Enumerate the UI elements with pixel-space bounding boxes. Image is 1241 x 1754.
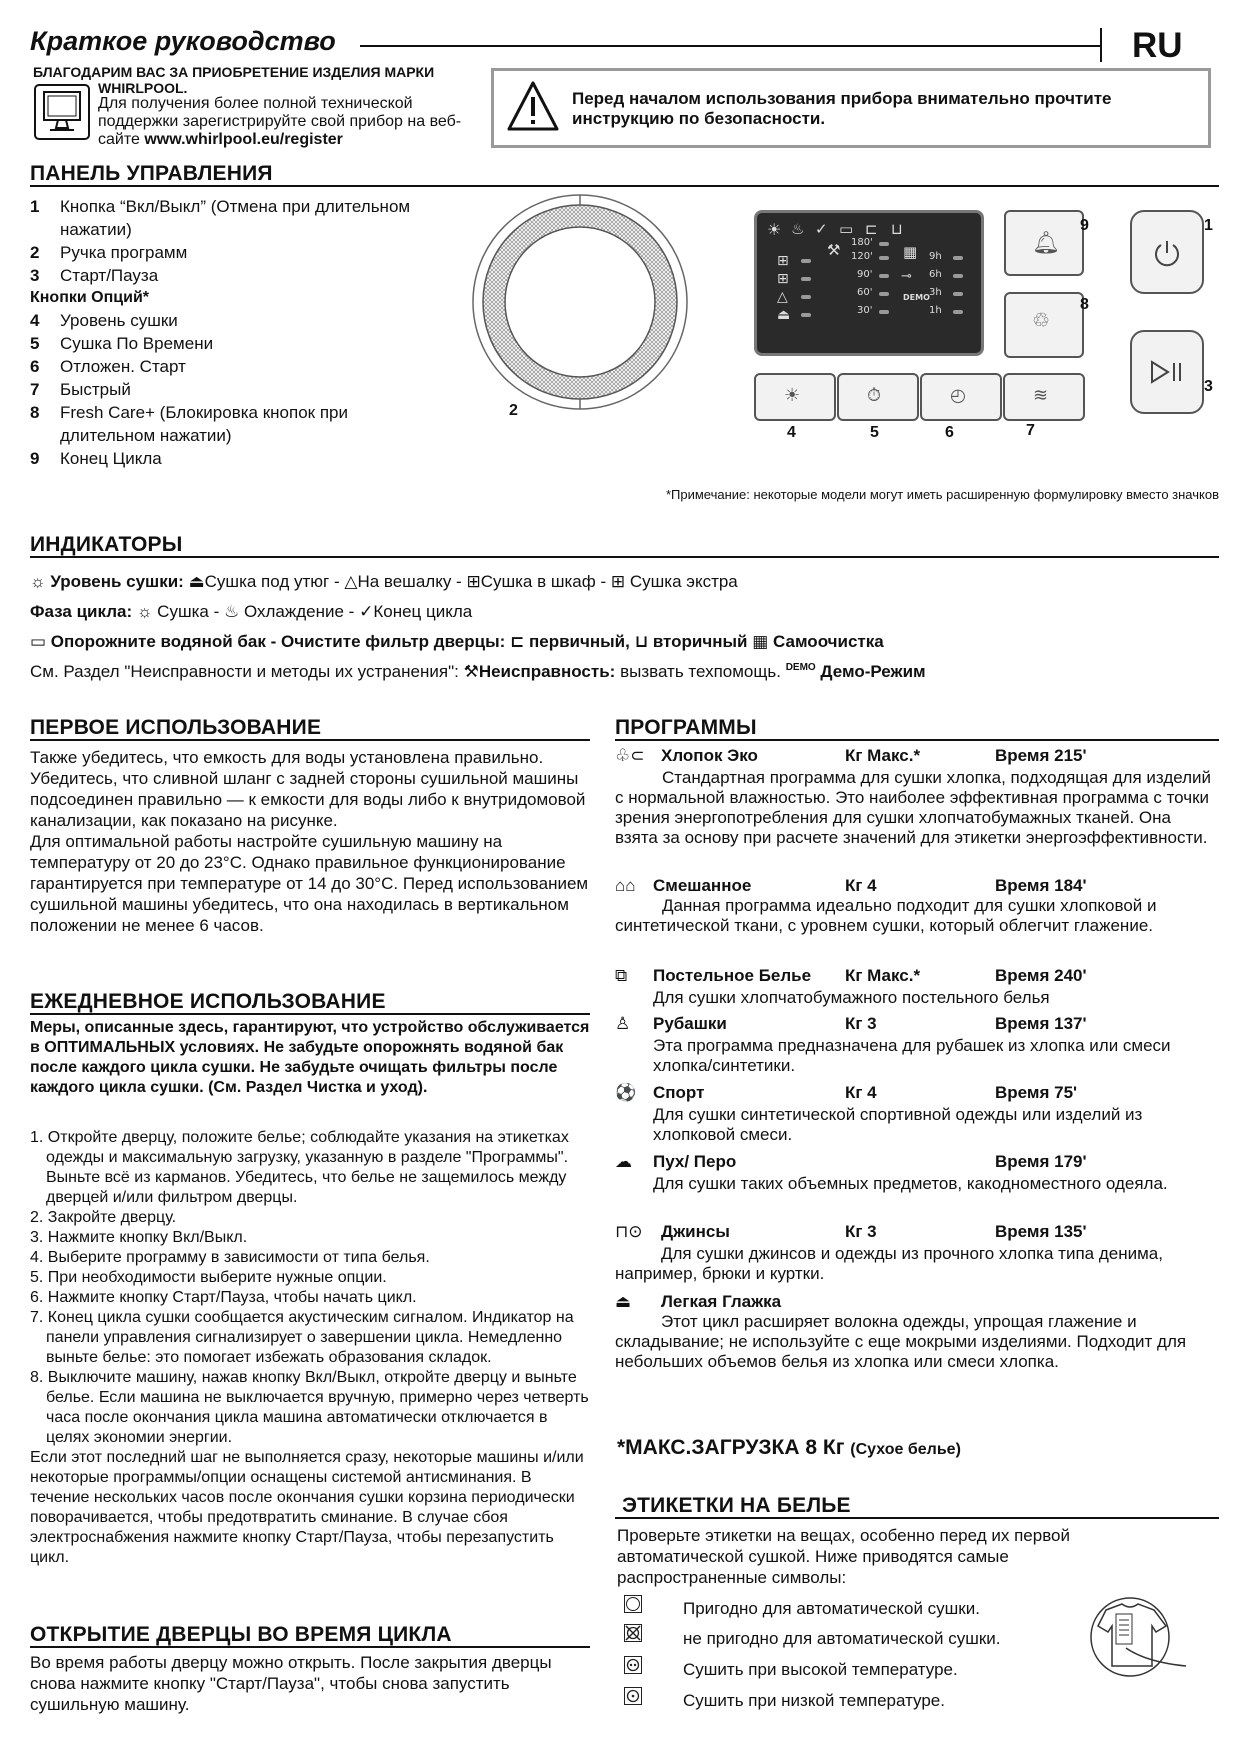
max-load <box>617 1436 961 1460</box>
fault-label: Неисправность: <box>478 662 616 681</box>
item-number: 3 <box>30 266 40 285</box>
indicator-text: Сушка экстра <box>629 572 738 591</box>
program-easy-iron <box>615 1292 1215 1372</box>
labels-rule <box>615 1517 1219 1519</box>
item-number: 5 <box>30 334 40 353</box>
demo-badge: DEMO <box>785 662 816 673</box>
indicator-text: вторичный <box>652 632 748 651</box>
filter-secondary-icon: ⊔ <box>891 220 903 238</box>
list-item: 1. Откройте дверцу, положите белье; соблюдайте указания на этикетках одежды и максимальную загрузку, указанную в разделе "Программы". Выньте всё из карманов. Убедитесь, что белье не защемилось между дверцей и/или фильтром дверцы. <box>30 1129 569 1206</box>
cycle-phase-label: Фаза цикла: <box>30 602 133 621</box>
indicators-rule <box>30 556 1219 558</box>
program-desc: Для сушки джинсов и одежды из прочного хлопка типа денима, например, брюки и куртки. <box>615 1244 1163 1283</box>
list-item <box>30 378 470 401</box>
sun-icon: ☀ <box>767 220 782 239</box>
cupboard-icon: ⊞ <box>777 271 789 287</box>
program-name: Хлопок Эко <box>661 746 758 765</box>
end-cycle-icon: ✓ <box>359 602 374 621</box>
indicator-text: Сушка - <box>157 602 220 621</box>
daily-use-heading: ЕЖЕДНЕВНОЕ ИСПОЛЬЗОВАНИЕ <box>30 990 386 1013</box>
program-desc: Для сушки хлопчатобумажного постельного белья <box>653 988 1050 1007</box>
power-icon <box>1152 238 1182 268</box>
down-icon: ☁ <box>615 1152 632 1171</box>
filter-primary-icon: ⊏ <box>865 220 878 238</box>
page-title: Краткое руководство <box>30 26 336 56</box>
shirts-icon: ♙ <box>615 1014 631 1033</box>
list-item: 2. Закройте дверцу. <box>30 1209 177 1226</box>
door-open-text: Во время работы дверцу можно открыть. После закрытия дверцы снова нажмите кнопку "Старт/Пауза", чтобы снова запустить сушильную машину. <box>30 1653 552 1714</box>
fresh-care-button[interactable] <box>1004 292 1084 358</box>
timed-drying-icon: ⏱ <box>867 385 882 405</box>
program-bedding <box>615 966 1215 1008</box>
hanger-icon: △ <box>777 289 788 305</box>
item-label: Fresh Care+ (Блокировка кнопок при длительном нажатии) <box>60 403 348 445</box>
indicator-text: Опорожните водяной бак - Очистите фильтр дверцы: <box>50 632 506 651</box>
program-desc: Данная программа идеально подходит для сушки хлопковой и синтетической ткани, с уровнем сушки, который облегчит глажение. <box>615 896 1157 935</box>
program-desc: Для сушки таких объемных предметов, какодноместного одеяла. <box>653 1174 1168 1193</box>
item-label: Конец Цикла <box>60 449 162 468</box>
callout-4: 4 <box>787 424 796 441</box>
indicators-line-2 <box>30 602 472 622</box>
panel-note: *Примечание: некоторые модели могут иметь расширенную формулировку вместо значков <box>665 487 1219 502</box>
label-symbol-text: Сушить при низкой температуре. <box>683 1691 945 1710</box>
thanks-line-1: БЛАГОДАРИМ ВАС ЗА ПРИОБРЕТЕНИЕ ИЗДЕЛИЯ МАРКИ <box>33 64 435 80</box>
title-rule-tick <box>1100 28 1102 62</box>
callout-2: 2 <box>509 402 518 419</box>
iron-icon: ⏏ <box>777 307 791 323</box>
thanks-line-2: WHIRLPOOL. <box>98 80 188 96</box>
program-time: Время 215' <box>995 746 1087 765</box>
label-symbol-text: Сушить при высокой температуре. <box>683 1660 958 1679</box>
max-load-value: *МАКС.ЗАГРУЗКА 8 Кг <box>617 1436 845 1459</box>
callout-7: 7 <box>1026 422 1035 439</box>
delay-start-button[interactable] <box>920 373 1002 421</box>
led <box>879 274 889 278</box>
program-time: Время 137' <box>995 1014 1087 1033</box>
item-label: Ручка программ <box>60 243 188 262</box>
first-use-text: Также убедитесь, что емкость для воды установлена правильно. Убедитесь, что сливной шланг с задней стороны сушильной машины подсоединен правильно — к емкости для воды либо к внутридомовой канализации, как показано на рисунке. Для оптимальной работы настройте сушильную машину на температуру от 20 до 23°C. Однако правильное функционирование гарантируется при температуре от 14 до 30°C. Перед использованием сушильной машины убедитесь, что она находилась в вертикальном положении не менее 6 часов. <box>30 748 589 935</box>
program-name: Легкая Глажка <box>661 1292 782 1311</box>
daily-use-bold: Меры, описанные здесь, гарантируют, что устройство обслуживается в ОПТИМАЛЬНЫХ условиях. Не забудьте опорожнять водяной бак после каждого цикла сушки. Не забудьте очищать фильтры после каждого цикла сушки. (См. Раздел Чистка и уход). <box>30 1019 590 1096</box>
bell-icon: 🔔︎ <box>1032 230 1060 255</box>
list-item <box>30 195 470 241</box>
sport-icon: ⚽ <box>615 1083 637 1102</box>
iron-dry-icon: ⏏ <box>188 572 205 591</box>
indicator-text: Конец цикла <box>373 602 473 621</box>
fresh-care-icon: ♲ <box>1032 310 1050 332</box>
daily-use-tail: Если этот последний шаг не выполняется сразу, некоторые машины и/или некоторые программы/опции оснащены системой антисминания. В течение нескольких часов после окончания сушки корзина периодически поворачивается, чтобы предотвратить сминание. В случае сбоя электроснабжения нажмите кнопку Старт/Пауза, чтобы перезапустить цикл. <box>30 1449 584 1566</box>
quick-icon: ≋ <box>1033 385 1049 405</box>
label-symbol-text: Пригодно для автоматической сушки. <box>683 1599 980 1618</box>
program-time: Время 184' <box>995 876 1087 895</box>
list-item <box>30 401 470 447</box>
program-time: Время 135' <box>995 1222 1087 1241</box>
delay-start-icon: ◴ <box>950 385 966 405</box>
self-clean-icon: ▦ <box>752 632 769 651</box>
register-link[interactable]: www.whirlpool.eu/register <box>144 131 343 148</box>
list-item <box>30 241 470 264</box>
indicator-text: См. Раздел "Неисправности и методы их устранения": <box>30 662 459 681</box>
indicator-text: первичный, <box>528 632 630 651</box>
program-time: Время 240' <box>995 966 1087 985</box>
warning-icon <box>506 79 560 135</box>
extra-dry-icon: ⊞ <box>777 253 789 269</box>
program-name: Спорт <box>653 1083 705 1102</box>
item-number: 8 <box>30 403 40 422</box>
language-code: RU <box>1132 26 1183 65</box>
indicators-heading: ИНДИКАТОРЫ <box>30 533 183 556</box>
water-tank-icon: ▭ <box>839 220 854 238</box>
easy-iron-icon: ⏏ <box>615 1292 632 1311</box>
power-button[interactable] <box>1130 210 1204 294</box>
callout-8: 8 <box>1080 296 1089 313</box>
list-item <box>30 447 470 470</box>
program-name: Пух/ Перо <box>653 1152 737 1171</box>
time-180: 180' <box>851 237 873 248</box>
program-load: Кг Макс.* <box>845 746 921 765</box>
program-load: Кг 3 <box>845 1014 877 1033</box>
program-name: Постельное Белье <box>653 966 812 985</box>
indicator-text: Охлаждение - <box>243 602 355 621</box>
program-name: Рубашки <box>653 1014 727 1033</box>
first-use-heading: ПЕРВОЕ ИСПОЛЬЗОВАНИЕ <box>30 716 322 739</box>
item-number: 1 <box>30 197 40 216</box>
led <box>801 259 811 263</box>
list-item: 3. Нажмите кнопку Вкл/Выкл. <box>30 1229 248 1246</box>
program-desc: Этот цикл расширяет волокна одежды, упрощая глажение и складывание; не используйте с еще мокрыми изделиями. Подходит для небольших объемов белья из хлопка или смеси хлопка. <box>615 1312 1187 1371</box>
led <box>879 242 889 246</box>
list-item: 4. Выберите программу в зависимости от типа белья. <box>30 1249 430 1266</box>
safety-warning-text: Перед началом использования прибора внимательно прочтите инструкцию по безопасности. <box>572 89 1112 128</box>
demo-label: DEMO <box>903 293 930 302</box>
list-item: 5. При необходимости выберите нужные опции. <box>30 1269 387 1286</box>
hours-1h: 1h <box>929 305 942 316</box>
labels-intro: Проверьте этикетки на вещах, особенно перед их первой автоматической сушкой. Ниже приводятся самые распространенные символы: <box>617 1526 1070 1587</box>
end-of-cycle-button[interactable] <box>1004 210 1084 276</box>
led <box>953 256 963 260</box>
callout-1: 1 <box>1204 217 1213 234</box>
label-symbol-text: не пригодно для автоматической сушки. <box>683 1629 1001 1648</box>
program-desc: Эта программа предназначена для рубашек из хлопка или смеси хлопка/синтетики. <box>653 1036 1171 1075</box>
item-number: 2 <box>30 243 40 262</box>
bedding-icon: ⧉ <box>615 966 628 985</box>
led <box>879 256 889 260</box>
control-panel-heading: ПАНЕЛЬ УПРАВЛЕНИЯ <box>30 162 273 185</box>
key-lock-icon: ⊸ <box>901 269 912 284</box>
dry-high-temp-icon <box>624 1656 642 1674</box>
wrench-icon: ⚒ <box>463 662 479 681</box>
indicator-text: На вешалку - <box>357 572 462 591</box>
self-clean-icon: ▦ <box>903 243 918 261</box>
led <box>801 313 811 317</box>
program-mixed <box>615 876 1215 936</box>
item-number: 9 <box>30 449 40 468</box>
program-shirts <box>615 1014 1215 1076</box>
indicator-text: Самоочистка <box>773 632 884 651</box>
program-time: Время 75' <box>995 1083 1078 1102</box>
program-desc: Стандартная программа для сушки хлопка, подходящая для изделий с нормальной влажностью. Это наиболее эффективная программа с точки зрения энергопотребления для сушки хлопчатобумажных тканей. Она взята за основу при расчете значений для этикетки энергоэффективности. <box>615 768 1212 847</box>
list-item <box>30 332 470 355</box>
first-use-rule <box>30 739 590 741</box>
demo-mode-label: Демо-Режим <box>820 662 926 681</box>
program-load: Кг 4 <box>845 876 877 895</box>
water-tank-icon: ▭ <box>30 632 47 651</box>
quick-button[interactable] <box>1003 373 1085 421</box>
programs-rule <box>615 739 1219 741</box>
start-pause-button[interactable] <box>1130 330 1204 414</box>
program-name: Смешанное <box>653 876 752 895</box>
monitor-icon <box>34 84 90 140</box>
labels-heading: ЭТИКЕТКИ НА БЕЛЬЕ <box>622 1494 851 1517</box>
hanger-icon: △ <box>344 572 358 591</box>
control-panel-list <box>30 195 470 470</box>
program-jeans <box>615 1222 1215 1284</box>
display-panel <box>754 210 984 356</box>
led <box>801 295 811 299</box>
program-time: Время 179' <box>995 1152 1087 1171</box>
dry-low-temp-icon <box>624 1687 642 1705</box>
programs-heading: ПРОГРАММЫ <box>615 716 757 739</box>
cupboard-icon: ⊞ <box>466 572 481 591</box>
end-cycle-icon: ✓ <box>815 220 828 238</box>
indicator-text: Сушка в шкаф - <box>480 572 607 591</box>
list-item: 6. Нажмите кнопку Старт/Пауза, чтобы начать цикл. <box>30 1289 417 1306</box>
control-panel-rule <box>30 185 1219 187</box>
max-load-note: (Сухое белье) <box>850 1441 961 1458</box>
led <box>879 310 889 314</box>
program-name: Джинсы <box>661 1222 730 1241</box>
sun-icon: ☼ <box>136 602 153 621</box>
item-label: Сушка По Времени <box>60 334 214 353</box>
daily-use-steps <box>30 1128 595 1568</box>
list-item: 7. Конец цикла сушки сообщается акустическим сигналом. Индикатор на панели управления сигнализирует о завершении цикла. Немедленно выньте белье: это помогает избежать образования складок. <box>30 1309 574 1366</box>
hours-6h: 6h <box>929 269 942 280</box>
program-knob[interactable] <box>470 192 690 412</box>
list-item <box>30 309 470 332</box>
no-tumble-dry-icon <box>624 1624 642 1642</box>
program-load: Кг Макс.* <box>845 966 921 985</box>
led <box>801 277 811 281</box>
indicators-line-1 <box>30 572 738 592</box>
time-120: 120' <box>851 251 873 262</box>
time-60: 60' <box>857 287 873 298</box>
indicators-line-3 <box>30 632 884 652</box>
program-load: Кг 3 <box>845 1222 877 1241</box>
cooling-icon: ♨ <box>223 602 240 621</box>
list-item <box>30 355 470 378</box>
program-load: Кг 4 <box>845 1083 877 1102</box>
program-sport <box>615 1083 1215 1145</box>
led <box>953 292 963 296</box>
time-90: 90' <box>857 269 873 280</box>
item-label: Отложен. Старт <box>60 357 186 376</box>
item-label: Быстрый <box>60 380 131 399</box>
options-heading: Кнопки Опций* <box>30 289 149 306</box>
play-pause-icon <box>1150 360 1184 384</box>
callout-5: 5 <box>870 424 879 441</box>
register-text <box>98 95 478 149</box>
daily-use-rule <box>30 1013 590 1015</box>
indicator-text: вызвать техпомощь. <box>620 662 781 681</box>
item-number: 6 <box>30 357 40 376</box>
drying-level-icon: ☀ <box>784 385 801 405</box>
item-number: 4 <box>30 311 40 330</box>
program-desc: Для сушки синтетической спортивной одежды или изделий из хлопковой смеси. <box>653 1105 1143 1144</box>
sun-icon: ☼ <box>30 572 46 591</box>
wrench-icon: ⚒ <box>827 241 841 259</box>
led <box>953 310 963 314</box>
callout-9: 9 <box>1080 217 1089 234</box>
item-number: 7 <box>30 380 40 399</box>
indicator-text: Сушка под утюг - <box>204 572 340 591</box>
time-30: 30' <box>857 305 873 316</box>
jeans-icon: ⊓⊙ <box>615 1222 643 1241</box>
list-item <box>30 264 470 287</box>
drying-level-label: Уровень сушки: <box>50 572 184 591</box>
callout-6: 6 <box>945 424 954 441</box>
extra-dry-icon: ⊞ <box>610 572 626 591</box>
led <box>953 274 963 278</box>
cotton-eco-icon: ♧⊂ <box>615 746 645 765</box>
tshirt-label-illustration-icon <box>1086 1596 1194 1678</box>
timed-drying-button[interactable] <box>837 373 919 421</box>
safety-warning-box <box>491 68 1211 148</box>
door-open-rule <box>30 1646 590 1648</box>
program-down <box>615 1152 1215 1194</box>
register-text-body: Для получения более полной технической поддержки зарегистрируйте свой прибор на веб-сайте <box>98 95 462 148</box>
list-item: 8. Выключите машину, нажав кнопку Вкл/Выкл, откройте дверцу и выньте белье. Если машина не выключается вручную, примерно через четверть часа после окончания цикла машина автоматически отключается в целях экономии энергии. <box>30 1369 589 1446</box>
item-label: Старт/Пауза <box>60 266 159 285</box>
item-label: Кнопка “Вкл/Выкл” (Отмена при длительном нажатии) <box>60 197 411 239</box>
hours-9h: 9h <box>929 251 942 262</box>
filter-secondary-icon: ⊔ <box>634 632 649 651</box>
cooling-icon: ♨ <box>791 220 805 238</box>
door-open-heading: ОТКРЫТИЕ ДВЕРЦЫ ВО ВРЕМЯ ЦИКЛА <box>30 1623 452 1646</box>
callout-3: 3 <box>1204 378 1213 395</box>
filter-primary-icon: ⊏ <box>510 632 525 651</box>
indicators-line-4 <box>30 662 926 682</box>
title-rule <box>360 45 1100 47</box>
program-cotton-eco <box>615 746 1215 848</box>
led <box>879 292 889 296</box>
hours-3h: 3h <box>929 287 942 298</box>
drying-level-button[interactable] <box>754 373 836 421</box>
mixed-icon: ⌂⌂ <box>615 876 636 895</box>
tumble-dry-ok-icon <box>624 1595 642 1613</box>
item-label: Уровень сушки <box>60 311 178 330</box>
